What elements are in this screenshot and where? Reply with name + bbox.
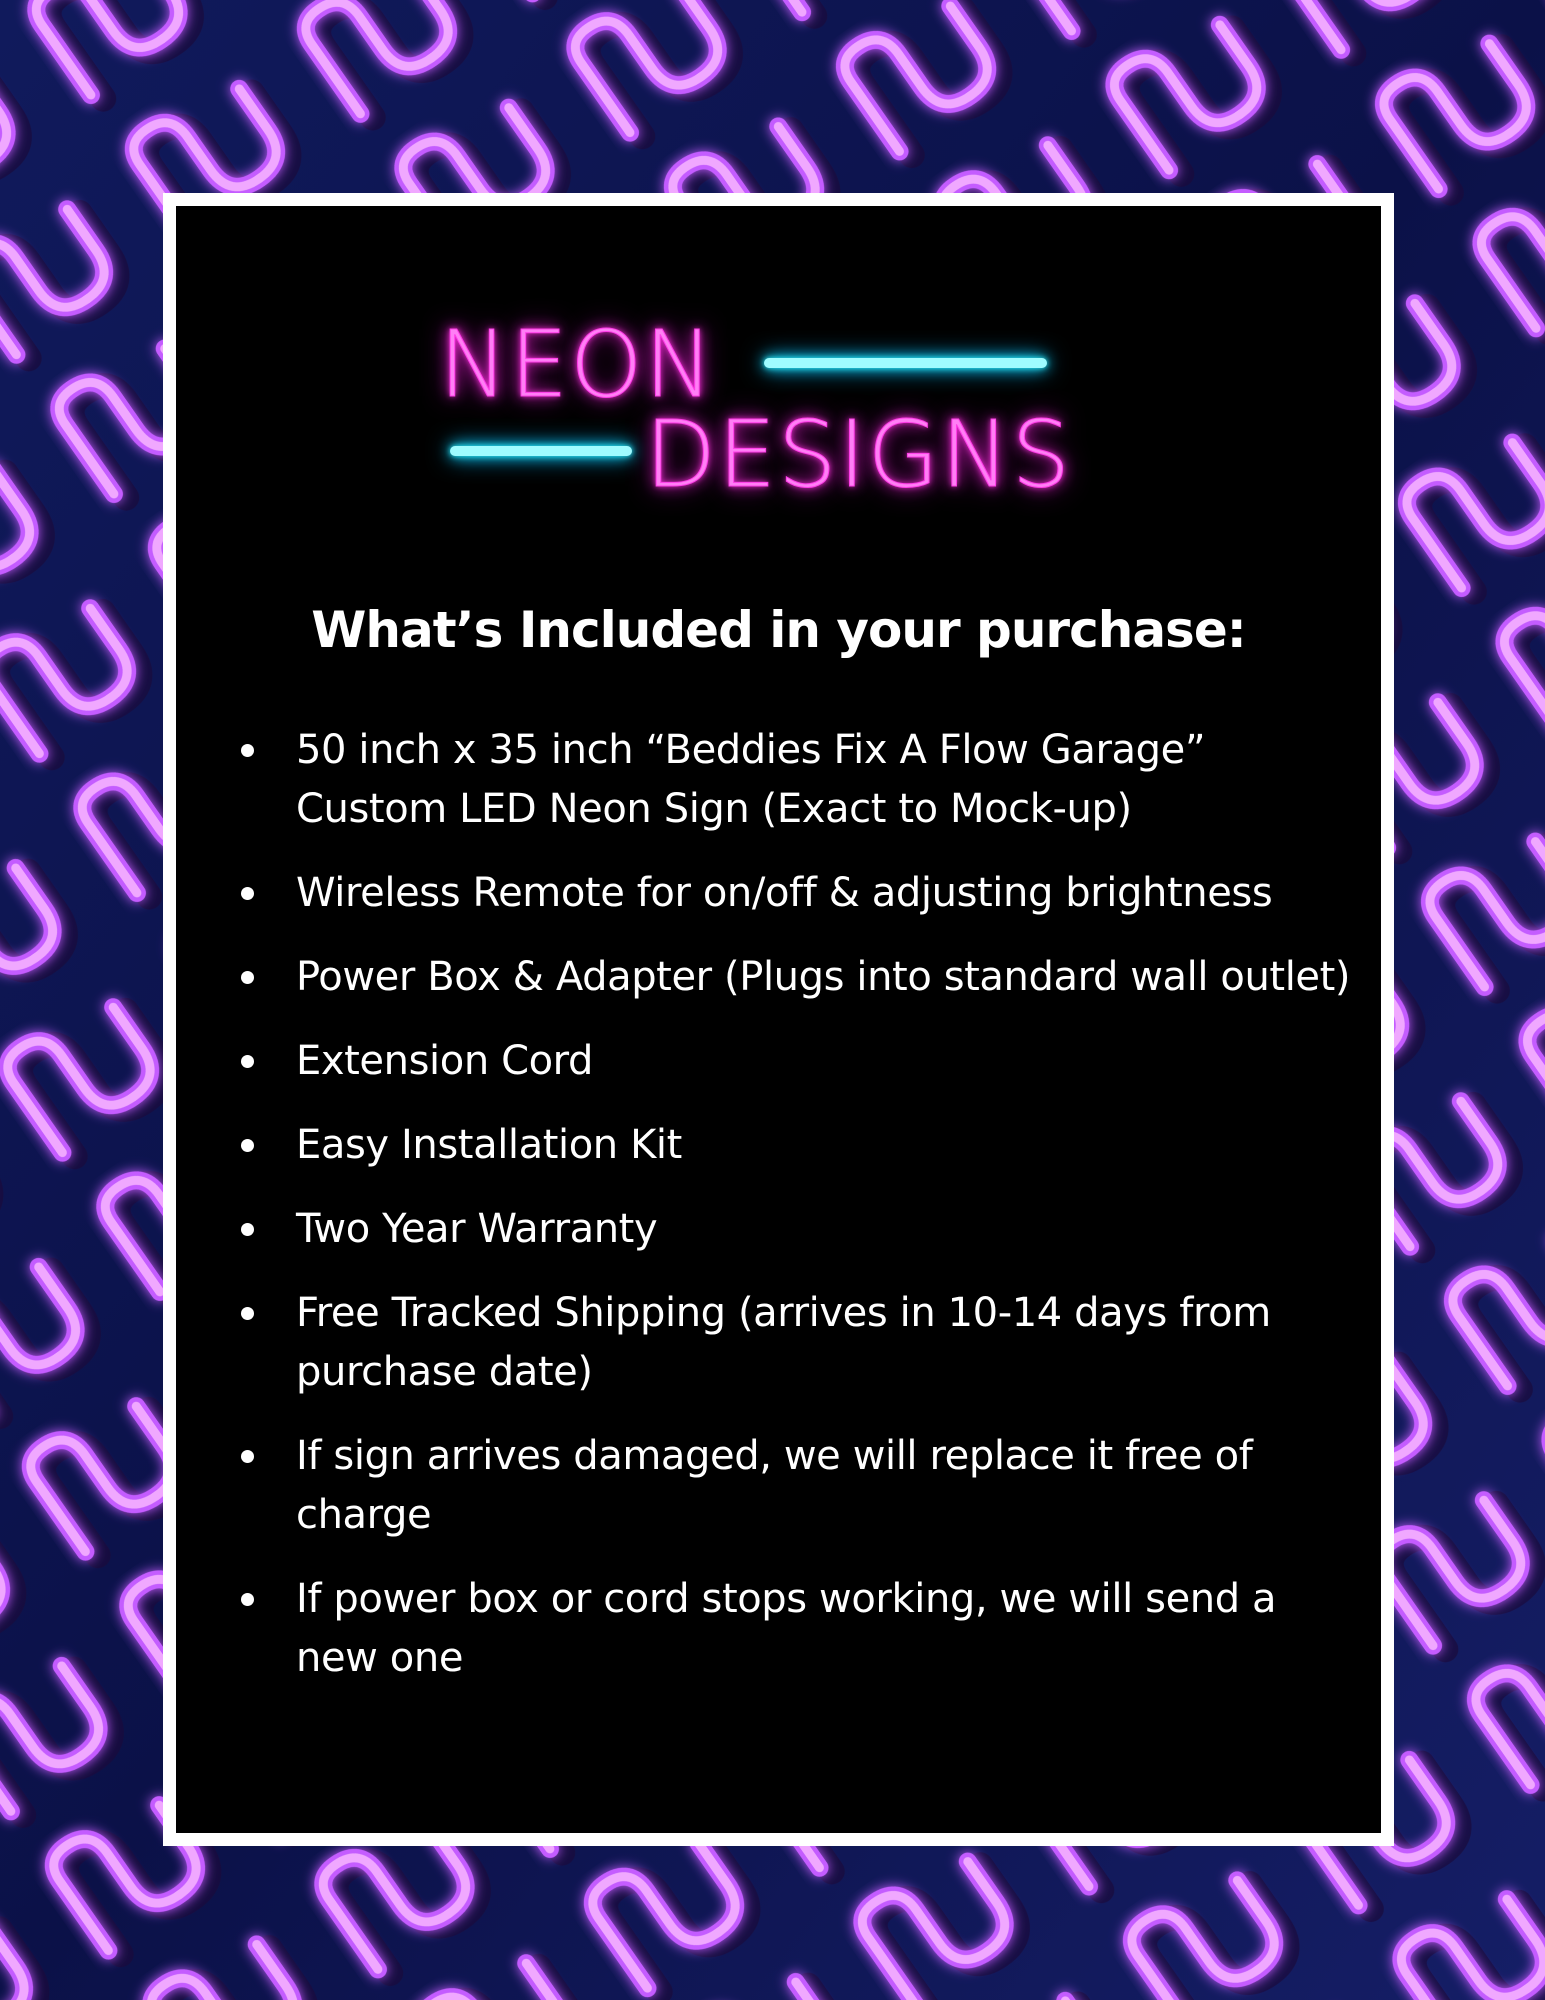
bullet-icon <box>241 887 254 900</box>
list-item <box>236 1427 1356 1545</box>
list-item-text: Easy Installation Kit <box>296 1122 682 1168</box>
list-item-text: Free Tracked Shipping (arrives in 10-14 days from purchase date) <box>296 1290 1271 1395</box>
list-item-text: If power box or cord stops working, we will send a new one <box>296 1576 1277 1681</box>
page-title: What’s Included in your purchase: <box>311 601 1246 659</box>
bullet-icon <box>241 1055 254 1068</box>
logo-cyan-bar-bottom <box>450 446 632 456</box>
bullet-icon <box>241 1307 254 1320</box>
list-item-text: Power Box & Adapter (Plugs into standard wall outlet) <box>296 954 1351 1000</box>
bullet-icon <box>241 744 254 757</box>
bullet-icon <box>241 1139 254 1152</box>
list-item <box>236 864 1356 923</box>
list-item <box>236 1570 1356 1688</box>
list-item-text: Extension Cord <box>296 1038 594 1084</box>
list-item-text: If sign arrives damaged, we will replace it free of charge <box>296 1433 1253 1538</box>
list-item-text: Wireless Remote for on/off & adjusting brightness <box>296 870 1273 916</box>
list-item <box>236 1284 1356 1402</box>
list-item <box>236 1032 1356 1091</box>
bullet-icon <box>241 1223 254 1236</box>
logo-word-neon: NEON <box>439 311 716 418</box>
included-items-card <box>163 193 1394 1846</box>
list-item <box>236 948 1356 1007</box>
included-items-list <box>236 721 1356 1713</box>
list-item-text: Two Year Warranty <box>296 1206 658 1252</box>
bullet-icon <box>241 1450 254 1463</box>
list-item-text: 50 inch x 35 inch “Beddies Fix A Flow Garage” Custom LED Neon Sign (Exact to Mock-up) <box>296 727 1206 832</box>
list-item <box>236 721 1356 839</box>
logo-word-designs: DESIGNS <box>645 401 1073 508</box>
list-item <box>236 1116 1356 1175</box>
bullet-icon <box>241 971 254 984</box>
logo-cyan-bar-top <box>764 358 1047 368</box>
bullet-icon <box>241 1593 254 1606</box>
neon-designs-logo <box>439 301 1119 531</box>
list-item <box>236 1200 1356 1259</box>
